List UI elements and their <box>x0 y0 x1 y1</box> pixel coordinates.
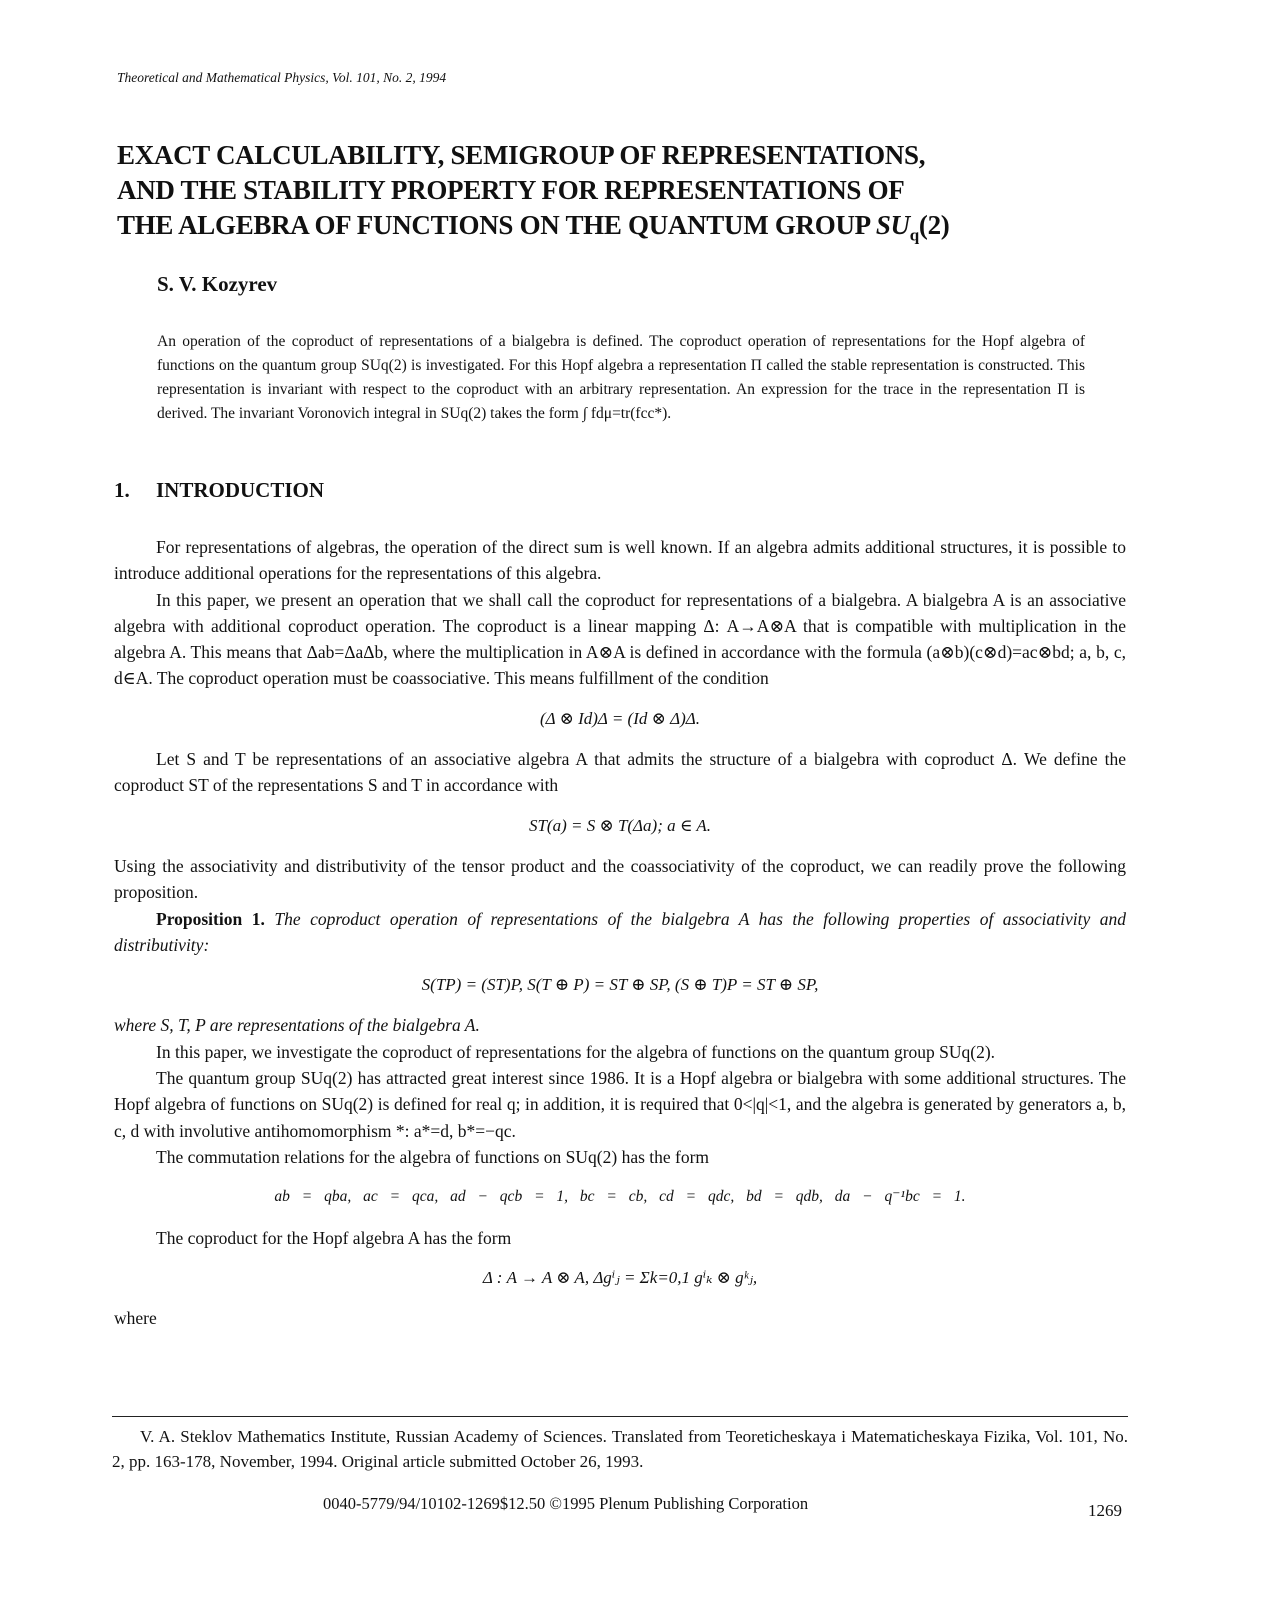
page-number: 1269 <box>1088 1501 1122 1520</box>
journal-header: Theoretical and Mathematical Physics, Vol. 101, No. 2, 1994 <box>117 70 447 85</box>
title-line-3 <box>117 208 1117 252</box>
paragraph: Let S and T be representations of an associative algebra A that admits the structure of a bialgebra with coproduct Δ. We define the coproduct ST of the representations S and T in accordance with <box>114 749 1126 796</box>
paragraph: The commutation relations for the algebra of functions on SUq(2) has the form <box>156 1146 710 1167</box>
paragraph: In this paper, we investigate the coproduct of representations for the algebra of functions on the quantum group SUq(2). <box>156 1041 996 1062</box>
paragraph: where S, T, P are representations of the bialgebra A. <box>114 1015 480 1036</box>
paragraph: The coproduct for the Hopf algebra A has the form <box>156 1227 512 1248</box>
title-group-end: (2) <box>918 210 950 240</box>
equation: S(TP) = (ST)P, S(T ⊕ P) = ST ⊕ SP, (S ⊕ T)P = ST ⊕ SP, <box>421 975 819 995</box>
equation: Δ : A → A ⊗ A, Δgⁱⱼ = Σk=0,1 gⁱₖ ⊗ gᵏⱼ, <box>482 1267 758 1287</box>
body-text <box>114 534 1126 1331</box>
title-line-2: AND THE STABILITY PROPERTY FOR REPRESENTATIONS OF <box>117 175 905 205</box>
equation: (Δ ⊗ Id)Δ = (Id ⊗ Δ)Δ. <box>540 708 700 728</box>
paragraph: where <box>114 1308 157 1329</box>
title-group-sub: q <box>909 225 919 245</box>
section-title: INTRODUCTION <box>156 478 325 502</box>
copyright-line: 0040-5779/94/10102-1269$12.50 ©1995 Plenum Publishing Corporation <box>323 1494 809 1513</box>
footnote: V. A. Steklov Mathematics Institute, Russian Academy of Sciences. Translated from Teoreticheskaya i Matematicheskaya Fizika, Vol. 101, No. 2, pp. 163-178, November, 1994. Original article submitted October 26, 1993. <box>112 1427 1128 1471</box>
footnote-rule <box>112 1416 1128 1417</box>
abstract: An operation of the coproduct of representations of a bialgebra is defined. The coproduct operation of representations for the Hopf algebra of functions on the quantum group SUq(2) is investigated. For this Hopf algebra a representation Π called the stable representation is constructed. This representation is invariant with respect to the coproduct with an arbitrary representation. An expression for the trace in the representation Π is derived. The invariant Voronovich integral in SUq(2) takes the form ∫ fdμ=tr(fcc*). <box>157 333 1085 422</box>
section-heading <box>114 478 324 503</box>
title-line-1: EXACT CALCULABILITY, SEMIGROUP OF REPRESENTATIONS, <box>117 140 926 170</box>
paragraph: The quantum group SUq(2) has attracted great interest since 1986. It is a Hopf algebra or bialgebra with some additional structures. The Hopf algebra of functions on SUq(2) is defined for real q; in addition, it is required that 0<|q|<1, and the algebra is generated by generators a, b, c, d with involutive antihomomorphism *: a*=d, b*=−qc. <box>114 1068 1126 1141</box>
proposition-label: Proposition 1. <box>156 908 265 929</box>
section-number: 1. <box>114 478 130 502</box>
proposition <box>114 906 1126 959</box>
proposition-text: The coproduct operation of representations of the bialgebra A has the following properties of associativity and distributivity: <box>114 908 1127 955</box>
paragraph: In this paper, we present an operation that we shall call the coproduct for representations of a bialgebra. A bialgebra A is an associative algebra with additional coproduct operation. The coproduct is a linear mapping Δ: A→A⊗A that is compatible with multiplication in the algebra A. This means that Δab=ΔaΔb, where the multiplication in A⊗A is defined in accordance with the formula (a⊗b)(c⊗d)=ac⊗bd; a, b, c, d∈A. The coproduct operation must be coassociative. This means fulfillment of the condition <box>114 589 1126 689</box>
paragraph: Using the associativity and distributivity of the tensor product and the coassociativity of the coproduct, we can readily prove the following proposition. <box>114 855 1126 903</box>
equation: ab = qba, ac = qca, ad − qcb = 1, bc = cb, cd = qdc, bd = qdb, da − q⁻¹bc = 1. <box>274 1188 966 1206</box>
title-line-3-text: THE ALGEBRA OF FUNCTIONS ON THE QUANTUM GROUP <box>117 210 876 240</box>
title-group: SU <box>875 210 910 240</box>
paragraph: For representations of algebras, the operation of the direct sum is well known. If an algebra admits additional structures, it is possible to introduce additional operations for the representations of this algebra. <box>114 537 1126 584</box>
author: S. V. Kozyrev <box>157 272 278 296</box>
paper-title <box>117 138 1117 252</box>
equation: ST(a) = S ⊗ T(Δa); a ∈ A. <box>528 815 712 835</box>
